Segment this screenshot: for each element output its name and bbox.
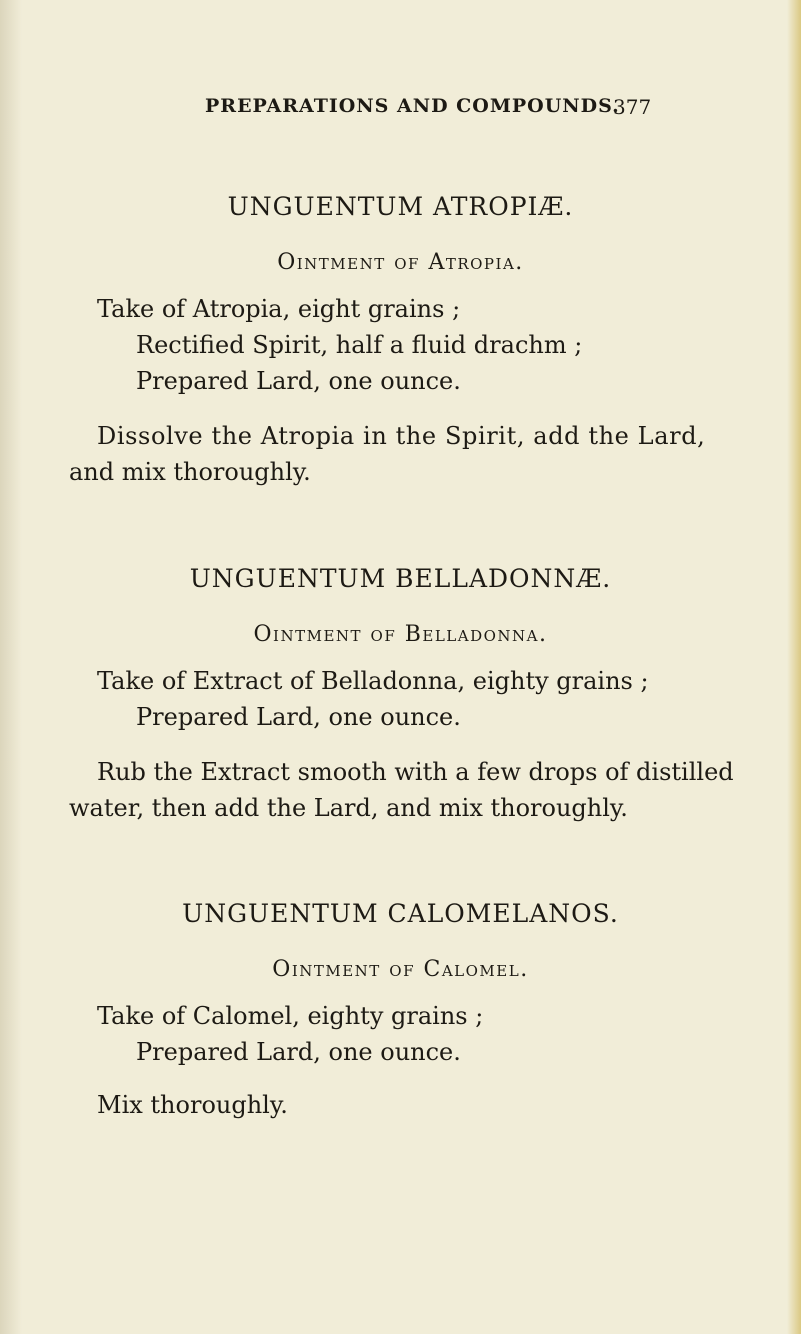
directions-line: Mix thoroughly. [97, 1091, 288, 1119]
directions-line: Dissolve the Atropia in the Spirit, add the Lard, [97, 422, 706, 450]
recipe-title: UNGUENTUM ATROPIÆ. [227, 192, 574, 221]
ingredient-line: Take of Atropia, eight grains ; [97, 295, 461, 323]
recipe-title: UNGUENTUM CALOMELANOS. [182, 899, 619, 928]
running-head: PREPARATIONS AND COMPOUNDS. [205, 95, 620, 117]
recipe-title: UNGUENTUM BELLADONNÆ. [189, 564, 612, 593]
directions-line: Rub the Extract smooth with a few drops of distilled [97, 758, 734, 786]
recipe-subtitle: Ointment of Calomel. [272, 957, 529, 982]
directions-line: water, then add the Lard, and mix thoroughly. [69, 794, 628, 822]
page-header [0, 95, 801, 125]
ingredient-line: Prepared Lard, one ounce. [136, 367, 461, 395]
ingredient-line: Rectified Spirit, half a fluid drachm ; [136, 331, 583, 359]
ingredient-line: Prepared Lard, one ounce. [136, 1038, 461, 1066]
ingredient-line: Take of Extract of Belladonna, eighty grains ; [97, 667, 649, 695]
ingredient-line: Prepared Lard, one ounce. [136, 703, 461, 731]
recipe-subtitle: Ointment of Atropia. [277, 250, 524, 275]
directions-line: and mix thoroughly. [69, 458, 311, 486]
page-number: 377 [613, 95, 652, 119]
recipe-subtitle: Ointment of Belladonna. [253, 622, 548, 647]
ingredient-line: Take of Calomel, eighty grains ; [97, 1002, 484, 1030]
